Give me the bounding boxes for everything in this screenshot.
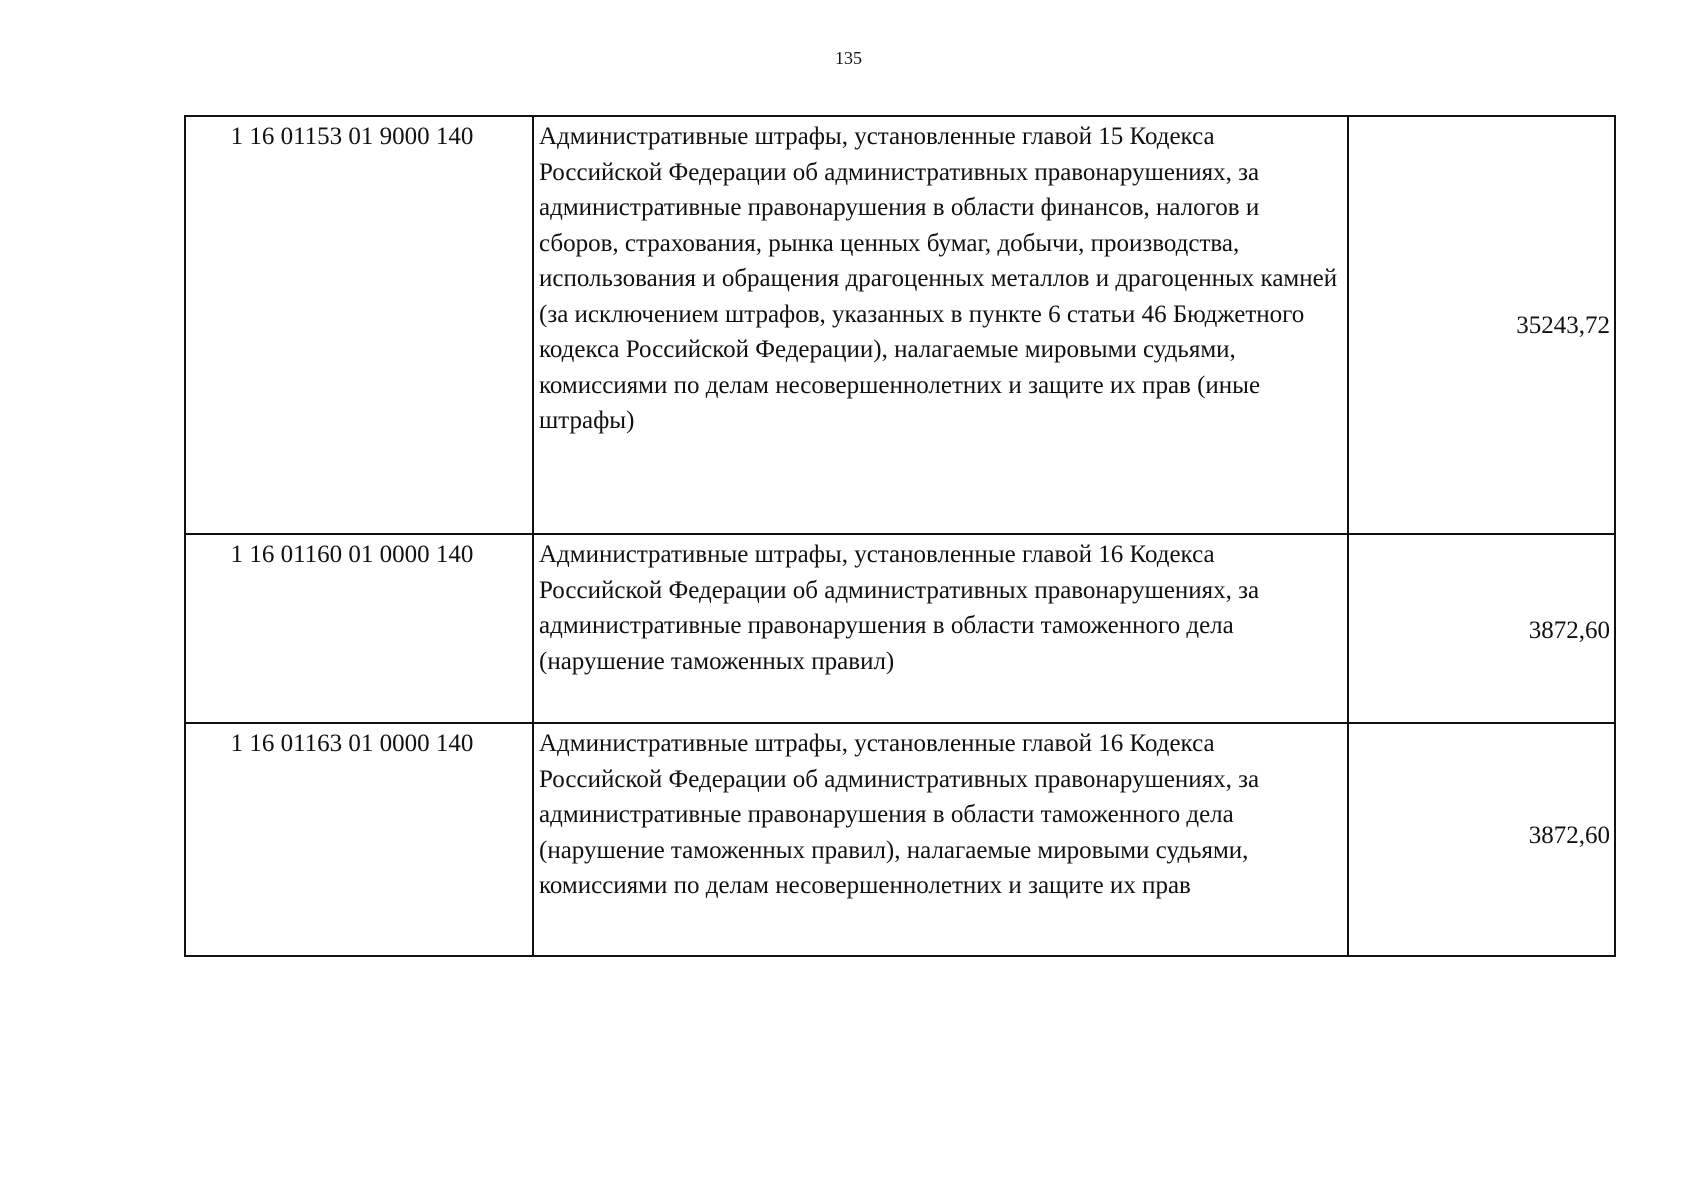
table-row — [185, 534, 1615, 723]
sum-cell: 3872,60 — [1348, 723, 1615, 956]
budget-code-cell — [185, 534, 533, 723]
budget-code: 1 16 01153 01 9000 140 — [230, 123, 474, 150]
budget-code: 1 16 01160 01 0000 140 — [230, 541, 474, 568]
table-row — [185, 723, 1615, 956]
page-number: 135 — [835, 48, 862, 68]
budget-code-cell — [185, 116, 533, 534]
revenue-table — [184, 115, 1616, 957]
revenue-name-cell: Административные штрафы, установленные главой 16 Кодекса Российской Федерации об административных правонарушениях, за административные правонарушения в области таможенного дела (нарушение таможенных правил) — [533, 534, 1348, 723]
sum-cell: 35243,72 — [1348, 116, 1615, 534]
budget-code-cell — [185, 723, 533, 956]
budget-code: 1 16 01163 01 0000 140 — [230, 730, 474, 757]
table-row — [185, 116, 1615, 534]
revenue-name-cell: Административные штрафы, установленные главой 15 Кодекса Российской Федерации об административных правонарушениях, за административные правонарушения в области финансов, налогов и сборов, страхования, рынка ценных бумаг, добычи, производства, использования и обращения драгоценных металлов и драгоценных камней (за исключением штрафов, указанных в пункте 6 статьи 46 Бюджетного кодекса Российской Федерации), налагаемые мировыми судьями, комиссиями по делам несовершеннолетних и защите их прав (иные штрафы) — [533, 116, 1348, 534]
revenue-name-cell: Административные штрафы, установленные главой 16 Кодекса Российской Федерации об административных правонарушениях, за административные правонарушения в области таможенного дела (нарушение таможенных правил), налагаемые мировыми судьями, комиссиями по делам несовершеннолетних и защите их прав — [533, 723, 1348, 956]
sum-cell: 3872,60 — [1348, 534, 1615, 723]
